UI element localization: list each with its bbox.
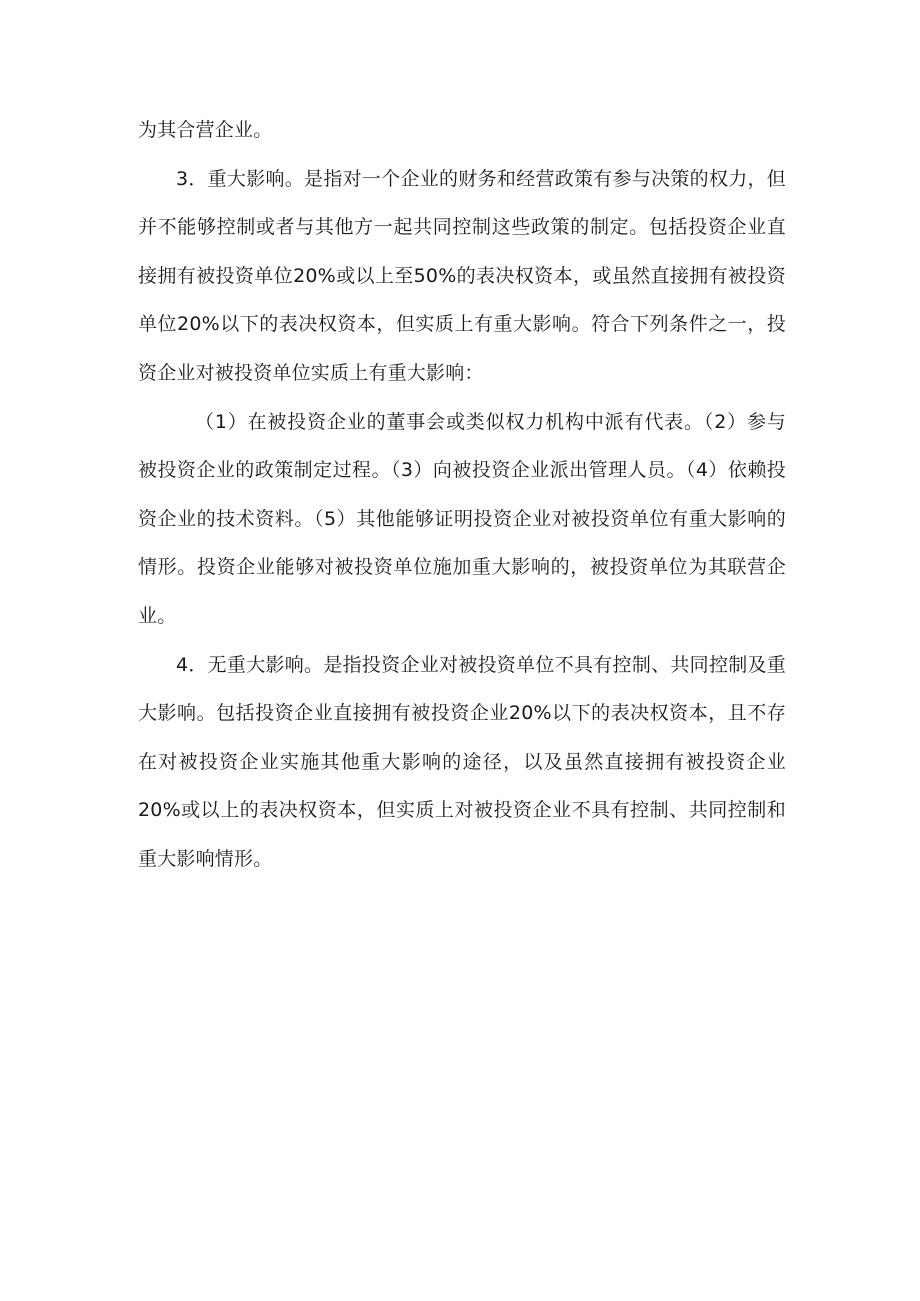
- paragraph-significant-influence: 3．重大影响。是指对一个企业的财务和经营政策有参与决策的权力，但并不能够控制或者与其他方一起共同控制这些政策的制定。包括投资企业直接拥有被投资单位20%或以上至50%的表决权资本，或虽然直接拥有被投资单位20%以下的表决权资本，但实质上有重大影响。符合下列条件之一，投资企业对被投资单位实质上有重大影响：: [138, 167, 786, 384]
- paragraph-continuation: 为其合营企业。: [138, 119, 273, 141]
- document-body: [138, 106, 786, 884]
- paragraph-no-significant-influence: 4．无重大影响。是指投资企业对被投资单位不具有控制、共同控制及重大影响。包括投资企业直接拥有被投资企业20%以下的表决权资本，且不存在对被投资企业实施其他重大影响的途径，以及虽然直接拥有被投资企业20%或以上的表决权资本，但实质上对被投资企业不具有控制、共同控制和重大影响情形。: [138, 653, 786, 870]
- paragraph-conditions-list: （1）在被投资企业的董事会或类似权力机构中派有代表。（2）参与被投资企业的政策制定过程。（3）向被投资企业派出管理人员。（4）依赖投资企业的技术资料。（5）其他能够证明投资企业对被投资单位有重大影响的情形。投资企业能够对被投资单位施加重大影响的，被投资单位为其联营企业。: [138, 410, 786, 627]
